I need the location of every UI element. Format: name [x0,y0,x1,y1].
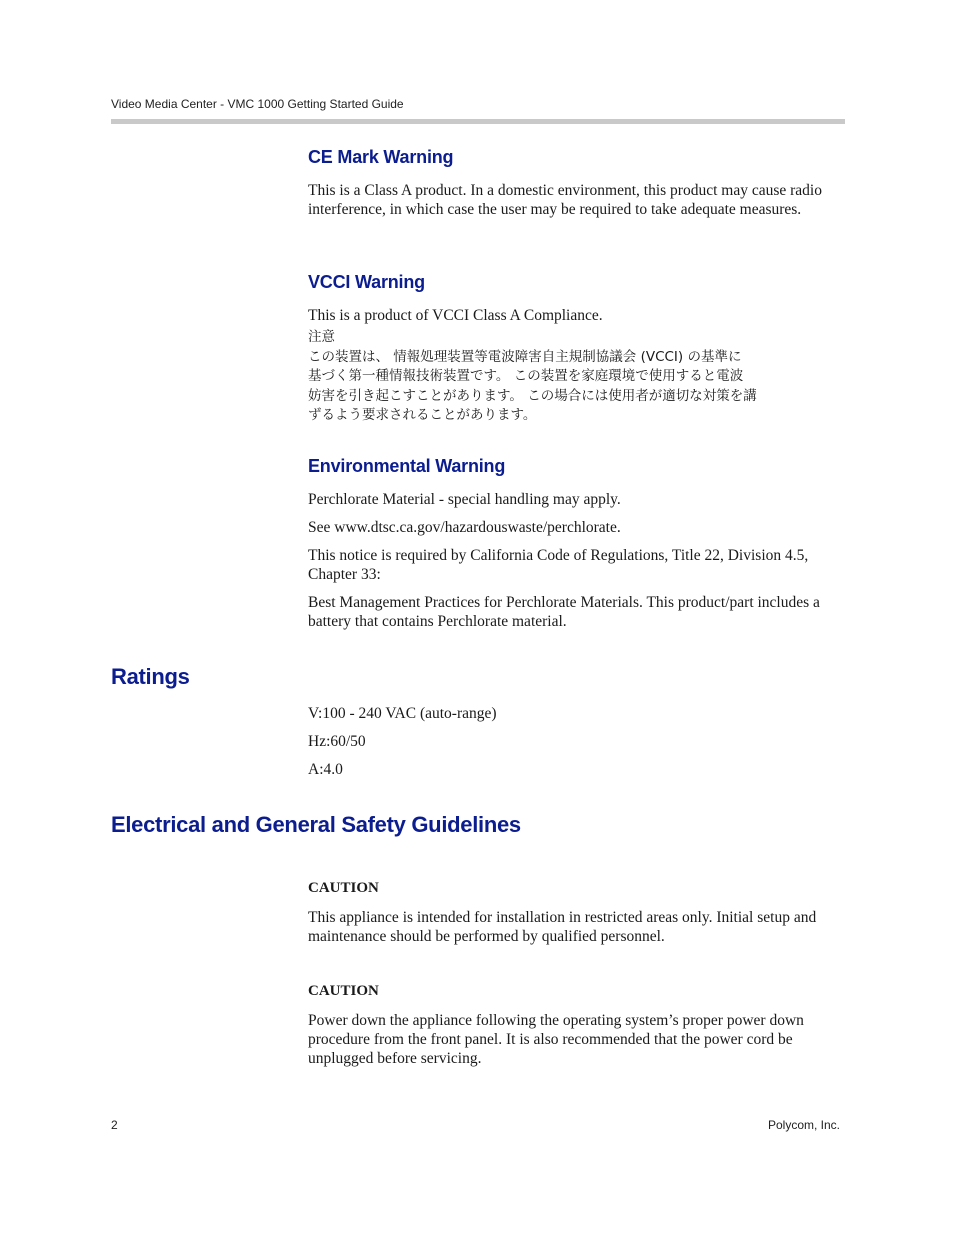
environmental-p1: Perchlorate Material - special handling may apply. [308,491,621,508]
caution-label-2: CAUTION [308,983,379,999]
ratings-frequency: Hz:60/50 [308,733,366,750]
page-number: 2 [111,1118,118,1132]
environmental-p4: Best Management Practices for Perchlorate Materials. This product/part includes a battery that contains Perchlorate material. [308,594,820,630]
environmental-p3: This notice is required by California Code of Regulations, Title 22, Division 4.5, Chapter 33: [308,547,809,583]
ce-mark-heading: CE Mark Warning [308,147,454,167]
caution-text-2: Power down the appliance following the operating system’s proper power down procedure from the front panel. It is also recommended that the power cord be unplugged before servicing. [308,1012,804,1067]
ratings-current: A:4.0 [308,761,343,778]
running-header-title: Video Media Center - VMC 1000 Getting Started Guide [111,97,404,111]
caution-text-1: This appliance is intended for installation in restricted areas only. Initial setup and maintenance should be performed by qualified personnel. [308,909,817,945]
header-rule [111,119,845,124]
caution-label-1: CAUTION [308,880,379,896]
environmental-heading: Environmental Warning [308,456,506,476]
ratings-heading: Ratings [111,664,190,689]
vcci-heading: VCCI Warning [308,272,425,292]
ratings-voltage: V:100 - 240 VAC (auto-range) [308,705,497,722]
vcci-text: This is a product of VCCI Class A Compliance. [308,307,603,324]
footer-company: Polycom, Inc. [767,1118,840,1132]
environmental-p2: See www.dtsc.ca.gov/hazardouswaste/perchlorate. [308,519,621,536]
vcci-japanese-text: 注意 この装置は、 情報処理装置等電波障害自主規制協議会 (VCCI) の基準に 基づく第一種情報技術装置です。 この装置を家庭環境で使用すると電波 妨害を引き起こすことがあります。 この場合には使用者が適切な対策を講 ずるよう要求されることがあります。 [308,329,757,423]
ce-mark-text: This is a Class A product. In a domestic environment, this product may cause radio interference, in which case the user may be required to take adequate measures. [308,182,822,218]
safety-heading: Electrical and General Safety Guidelines [111,812,521,837]
